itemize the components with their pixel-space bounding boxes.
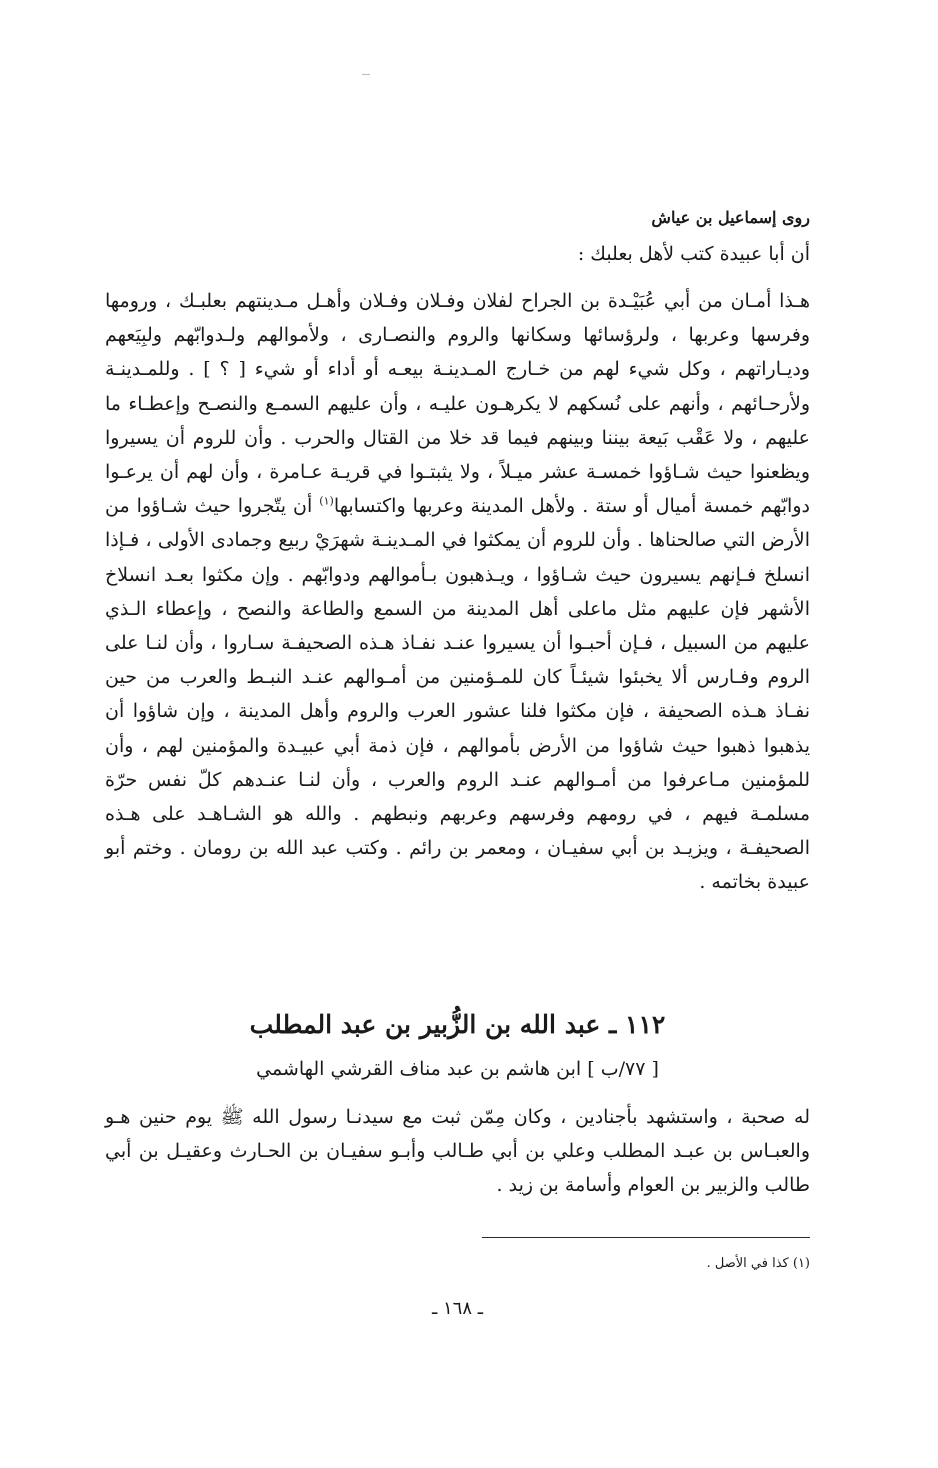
narrator-line: روى إسماعيل بن عياش (651, 208, 810, 227)
biography-paragraph: له صحبة ، واستشهد بأجنادين ، وكان مِمّن ثبت مع سيدنـا رسول الله ﷺ يوم حنين هـو والعبـاس بن عبـد المطلب وعلي بن أبي طـالب وأبـو سفيـان بن الحـارث وعقيـل بن أبي طالب والزبير بن العوام وأسامة بن زيد . (105, 1106, 810, 1196)
footnote-reference: (١) (319, 494, 334, 508)
footnote: (١) كذا في الأصل . (706, 1256, 810, 1271)
document-text-part-2: أن يتّجروا حيث شـاؤوا من الأرض التي صالحناها . وأن للروم أن يمكثوا في المـدينـة شهرَيْ ربيع وجمادى الأولى ، فـإذا انسلخ فـإنهم يسيرون حيث شـاؤوا ، ويـذهبون بـأموالهم ودوابّهم . وإن مكثوا بعـد انسلاخ الأشهر فإن عليهم مثل ماعلى أهل المدينة من السمع والطاعة والنصح ، وإعطاء الـذي عليهم من السبيل ، فـإن أحبـوا أن يسيروا عنـد نفـاذ هـذه الصحيفـة سـاروا ، وأن لنـا على الروم وفـارس ألا يخبئوا شيئـاً كان للمـؤمنين من أمـوالهم عنـد النبـط والعرب من حين نفـاذ هـذه الصحيفة ، فإن مكثوا فلنا عشور العرب والروم وأهل المدينة ، وإن شاؤوا أن يذهبوا ذهبوا حيث شاؤوا من الأرض بأموالهم ، فإن ذمة أبي عبيـدة والمؤمنين لهم ، وأن للمؤمنين مـاعرفوا من أمـوالهم عنـد الروم والعرب ، وأن لنـا عنـدهم كلّ نفس حرّة مسلمـة فيهم ، في رومهم وفرسهم وعربهم ونبطهم . والله هو الشـاهـد على هـذه الصحيفـة ، ويزيـد بن أبي سفيـان ، ومعمر بن رائم . وكتب عبد الله بن رومان . وختم أبو عبيدة بخاتمه . (105, 495, 811, 894)
intro-line: أن أبا عبيدة كتب لأهل بعلبك : (577, 243, 810, 265)
safe-conduct-document (105, 284, 810, 900)
document-text-part-1: هـذا أمـان من أبي عُبَيْـدة بن الجراح لفلان وفـلان وفـلان وأهـل مـدينتهم بعلبـك ، ورومها وفرسها وعربها ، ولرؤسائها وسكانها والروم والنصـارى ، ولأموالهم ولـدوابّهم ولبِيَعهم وديـاراتهم ، وكل شيء لهم من خـارج المـدينـة بيعـه أو أداء أو شيء [ ؟ ] . وللمـدينـة ولأرحـائهم ، وأنهم على نُسكهم لا يكرهـون عليـه ، وأن عليهم السمـع والنصـح وإعطـاء ما عليهم ، ولا عَقْب بَيعة بيننا وبينهم فيما قد خلا من القتال والحرب . وأن للروم أن يسيروا ويظعنوا حيث شـاؤوا خمسـة عشر ميـلاً ، ولا يثبتـوا في قريـة عـامرة ، وأن لهم أن يرعـوا دوابّهم خمسة أميال أو ستة . ولأهل المدينة وعربها واكتسابها (105, 290, 810, 518)
entry-heading: ١١٢ ـ عبد الله بن الزُّبير بن عبد المطلب (249, 1010, 666, 1039)
scan-mark (362, 74, 370, 75)
entry-subheading: [ ٧٧/ب ] ابن هاشم بن عبد مناف القرشي الهاشمي (256, 1058, 659, 1080)
footnote-divider (482, 1237, 810, 1238)
page-number: ـ ١٦٨ ـ (431, 1298, 483, 1319)
